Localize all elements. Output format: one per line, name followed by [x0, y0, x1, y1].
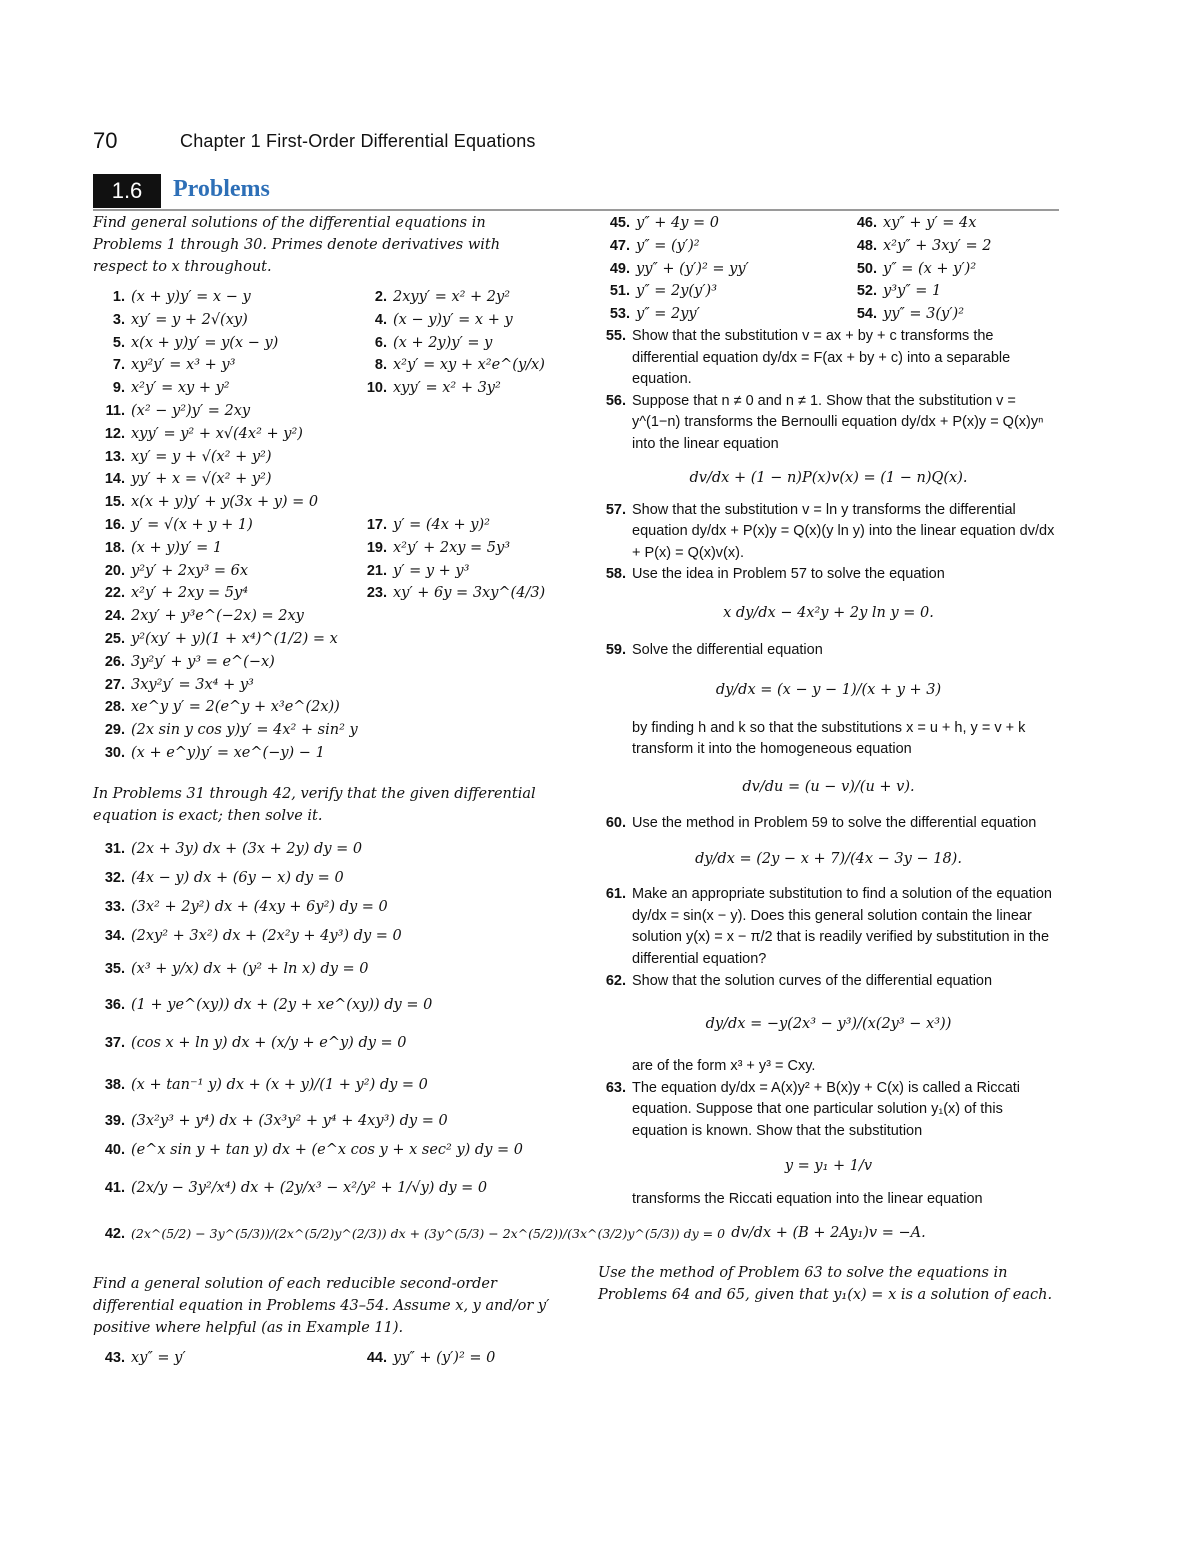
- problem-number: 59.: [605, 641, 626, 658]
- problem-number: 60.: [605, 814, 626, 831]
- problem-equation: xy²y′ = x³ + y³: [131, 357, 236, 374]
- problem-equation: y′ = y + y³: [393, 562, 470, 579]
- problem-equation: 3xy²y′ = 3x⁴ + y³: [131, 676, 254, 693]
- section-number: 1.6: [93, 174, 161, 208]
- problem-row: [93, 987, 555, 1023]
- problem-equation: (x³ + y/x) dx + (y² + ln x) dy = 0: [131, 960, 369, 977]
- problem-equation: xe^y y′ = 2(e^y + x³e^(2x)): [131, 699, 340, 716]
- problem-number: 21.: [366, 562, 387, 579]
- problem-number: 29.: [104, 722, 125, 739]
- problem-text: transforms the Riccati equation into the linear equation: [632, 1190, 983, 1207]
- problem-equation: (2xy² + 3x²) dx + (2x²y + 4y³) dy = 0: [131, 927, 402, 944]
- problem-number: 37.: [104, 1034, 125, 1051]
- problem-number: 36.: [104, 996, 125, 1013]
- problem-number: 61.: [605, 886, 626, 903]
- intro-problems-43-54: Find a general solution of each reducible second-order differential equation in Problems 43–54. Assume x, y and/or y′ positive where helpful (as in Example 11).: [93, 1275, 550, 1336]
- problem-59: [598, 640, 1059, 662]
- problem-number: 16.: [104, 516, 125, 533]
- problem-number: 35.: [104, 960, 125, 977]
- display-equation: x dy/dx − 4x²y + 2y ln y = 0.: [723, 604, 934, 621]
- problem-equation: y″ = 2y(y′)³: [636, 283, 718, 300]
- problem-60: [598, 813, 1059, 835]
- intro-problems-1-30: Find general solutions of the differential equations in Problems 1 through 30. Primes denote derivatives with respect to x throughout.: [93, 215, 501, 275]
- problem-number: 34.: [104, 927, 125, 944]
- problem-row: [93, 446, 555, 469]
- problem-number: 33.: [104, 898, 125, 915]
- problem-row: [93, 423, 555, 446]
- problem-equation: x(x + y)y′ + y(3x + y) = 0: [131, 494, 319, 511]
- problem-61: [598, 884, 1059, 970]
- problem-equation: xy′ + 6y = 3xy^(4/3): [393, 585, 546, 602]
- problem-equation: xy″ = y′: [131, 1349, 186, 1366]
- display-equation: y = y₁ + 1/v: [784, 1157, 873, 1174]
- problem-row: [93, 1347, 555, 1370]
- page-number: 70: [93, 128, 118, 153]
- problem-number: 41.: [104, 1179, 125, 1196]
- problem-text: Show that the substitution v = ax + by + c transforms the differential equation dy/dx = F(ax + by + c) into a separable equation.: [632, 327, 1011, 388]
- problem-number: 46.: [856, 215, 877, 231]
- problem-row: [93, 468, 555, 491]
- problem-number: 47.: [609, 237, 630, 254]
- intro-problems-31-42: In Problems 31 through 42, verify that the given differential equation is exact; then solve it.: [93, 785, 536, 824]
- problem-number: 3.: [112, 311, 125, 328]
- problem-equation: xyy′ = x² + 3y²: [393, 380, 501, 397]
- problem-number: 39.: [104, 1112, 125, 1129]
- problem-equation: xy′ = y + √(x² + y²): [131, 448, 272, 465]
- problem-57: [598, 500, 1059, 565]
- problem-number: 31.: [104, 840, 125, 857]
- problem-row: [93, 835, 555, 864]
- problem-row: [93, 1211, 726, 1257]
- chapter-title: Chapter 1 First-Order Differential Equations: [180, 131, 536, 151]
- problem-equation: x²y′ = xy + y²: [131, 380, 230, 397]
- problem-number: 56.: [605, 392, 626, 409]
- problem-equation: y′ = (4x + y)²: [393, 516, 490, 533]
- problem-equation: (x² − y²)y′ = 2xy: [131, 402, 251, 419]
- problem-number: 27.: [104, 676, 125, 693]
- problem-row: [93, 674, 555, 697]
- problem-number: 53.: [609, 306, 630, 323]
- problem-number: 44.: [366, 1349, 387, 1366]
- problem-number: 25.: [104, 630, 125, 647]
- problem-number: 4.: [374, 311, 387, 328]
- problem-number: 11.: [105, 402, 125, 419]
- problem-row: [93, 332, 555, 355]
- problem-equation: y³y″ = 1: [883, 283, 942, 300]
- problem-number: 8.: [374, 357, 387, 374]
- problem-number: 52.: [856, 283, 877, 300]
- problem-equation: x(x + y)y′ = y(x − y): [131, 334, 279, 351]
- problem-number: 32.: [104, 869, 125, 886]
- problem-equation: x²y′ + 2xy = 5y³: [393, 539, 511, 556]
- problem-row: [93, 514, 555, 537]
- problem-row: [93, 893, 555, 922]
- problem-number: 30.: [104, 744, 125, 761]
- problem-row: [93, 377, 555, 400]
- display-equation: dy/dx = −y(2x³ − y³)/(x(2y³ − x³)): [705, 1016, 952, 1033]
- problem-equation: y″ = 2yy′: [636, 306, 700, 323]
- problem-number: 50.: [856, 260, 877, 277]
- problem-55: [598, 326, 1059, 391]
- problem-number: 6.: [374, 334, 387, 351]
- problem-equation: y²y′ + 2xy³ = 6x: [131, 562, 249, 579]
- problem-equation: x²y′ = xy + x²e^(y/x): [393, 357, 545, 374]
- problem-row: [93, 719, 555, 742]
- problem-text: Show that the solution curves of the differential equation: [632, 972, 993, 989]
- problems-1-10: [93, 286, 555, 400]
- problem-equation: (2x sin y cos y)y′ = 4x² + sin² y: [131, 722, 358, 739]
- problem-equation: (1 + ye^(xy)) dx + (2y + xe^(xy)) dy = 0: [131, 996, 433, 1013]
- problem-number: 55.: [605, 327, 626, 344]
- problem-row: [93, 582, 555, 605]
- problem-56: [598, 391, 1059, 456]
- problem-equation: y″ + 4y = 0: [636, 215, 719, 231]
- problem-row: [93, 354, 555, 377]
- problem-row: [93, 1023, 555, 1063]
- problem-number: 24.: [104, 608, 125, 625]
- problem-number: 62.: [605, 972, 626, 989]
- problem-number: 7.: [112, 357, 125, 374]
- problem-equation: xyy′ = y² + x√(4x² + y²): [131, 425, 303, 442]
- problem-row: [598, 280, 1059, 303]
- problem-equation: (3x²y³ + y⁴) dx + (3x³y² + y⁴ + 4xy³) dy = 0: [131, 1112, 448, 1129]
- problem-equation: 3y²y′ + y³ = e^(−x): [131, 653, 275, 670]
- problem-equation: (x + y)y′ = 1: [131, 539, 223, 556]
- problem-equation: yy″ = 3(y′)²: [883, 306, 965, 323]
- problem-equation: (3x² + 2y²) dx + (4xy + 6y²) dy = 0: [131, 898, 388, 915]
- problem-equation: yy″ + (y′)² = 0: [393, 1349, 496, 1366]
- problem-number: 49.: [609, 260, 630, 277]
- problem-text: The equation dy/dx = A(x)y² + B(x)y + C(x) is called a Riccati equation. Suppose that one particular solution y₁(x) of this equation is known. Show that the substitution: [632, 1079, 1021, 1140]
- problem-number: 48.: [856, 237, 877, 254]
- problem-number: 20.: [104, 562, 125, 579]
- problem-number: 19.: [366, 539, 387, 556]
- problems-11-15: [93, 400, 555, 514]
- problem-row: [93, 651, 555, 674]
- problem-number: 22.: [104, 585, 125, 602]
- problem-number: 42.: [104, 1225, 125, 1242]
- problem-number: 9.: [112, 380, 125, 397]
- problem-row: [598, 235, 1059, 258]
- problem-number: 15.: [104, 494, 125, 511]
- problem-equation: y′ = √(x + y + 1): [131, 516, 253, 533]
- problems-16-23: [93, 514, 555, 605]
- display-equation: dy/dx = (x − y − 1)/(x + y + 3): [715, 681, 942, 698]
- problem-number: 13.: [104, 448, 125, 465]
- problem-equation: (x + e^y)y′ = xe^(−y) − 1: [131, 744, 325, 761]
- problem-row: [93, 309, 555, 332]
- display-equation: dv/dx + (B + 2Ay₁)v = −A.: [731, 1225, 926, 1242]
- problem-equation: y″ = (x + y′)²: [883, 260, 977, 277]
- problem-equation: yy′ + x = √(x² + y²): [131, 471, 272, 488]
- problem-equation: y²(xy′ + y)(1 + x⁴)^(1/2) = x: [131, 630, 338, 647]
- problem-equation: (cos x + ln y) dx + (x/y + e^y) dy = 0: [131, 1034, 407, 1051]
- problem-row: [93, 922, 555, 951]
- page-header: [93, 128, 1093, 158]
- problem-row: [93, 286, 555, 309]
- problem-number: 2.: [374, 289, 387, 305]
- problem-row: [598, 258, 1059, 281]
- problem-number: 63.: [605, 1079, 626, 1096]
- problem-63: [598, 1078, 1059, 1143]
- problem-equation: x²y″ + 3xy′ = 2: [883, 237, 992, 254]
- problem-number: 43.: [104, 1349, 125, 1366]
- problem-row: [93, 491, 555, 514]
- problem-row: [598, 212, 1059, 235]
- problem-equation: (2x + 3y) dx + (3x + 2y) dy = 0: [131, 840, 363, 857]
- problem-row: [93, 605, 555, 628]
- problem-number: 40.: [104, 1141, 125, 1158]
- problem-text: Use the idea in Problem 57 to solve the equation: [632, 566, 945, 583]
- problem-equation: yy″ + (y′)² = yy′: [636, 260, 749, 277]
- problem-text: are of the form x³ + y³ = Cxy.: [632, 1058, 816, 1075]
- problem-row: [93, 742, 555, 765]
- problem-text: Suppose that n ≠ 0 and n ≠ 1. Show that the substitution v = y^(1−n) transforms the Bernoulli equation dy/dx + P(x)y = Q(x)yⁿ into the linear equation: [632, 392, 1044, 452]
- problem-number: 12.: [104, 425, 125, 442]
- problem-equation: (x + y)y′ = x − y: [131, 289, 251, 305]
- problem-equation: (x + 2y)y′ = y: [393, 334, 493, 351]
- section-heading: [93, 174, 1059, 212]
- problem-row: [93, 1107, 555, 1136]
- problem-number: 10.: [366, 380, 387, 397]
- problem-number: 28.: [104, 699, 125, 716]
- problem-equation: (2x^(5/2) − 3y^(5/3))/(2x^(5/2)y^(2/3)) dx + (3y^(5/3) − 2x^(5/2))/(3x^(3/2)y^(5/3)) dy = 0: [131, 1225, 726, 1241]
- problem-text: Solve the differential equation: [632, 641, 823, 658]
- display-equation: dv/dx + (1 − n)P(x)v(x) = (1 − n)Q(x).: [689, 469, 968, 486]
- problem-equation: (2x/y − 3y²/x⁴) dx + (2y/x³ − x²/y² + 1/√y) dy = 0: [131, 1179, 488, 1196]
- problem-58: [598, 564, 1059, 586]
- section-rule: [93, 209, 1059, 211]
- problem-row: [93, 1136, 555, 1165]
- problem-number: 54.: [856, 306, 877, 323]
- problem-row: [93, 400, 555, 423]
- problem-equation: (x − y)y′ = x + y: [393, 311, 513, 328]
- problem-equation: xy′ = y + 2√(xy): [131, 311, 248, 328]
- problem-number: 45.: [609, 215, 630, 231]
- problem-number: 57.: [605, 501, 626, 518]
- problem-equation: (e^x sin y + tan y) dx + (e^x cos y + x sec² y) dy = 0: [131, 1141, 523, 1158]
- problem-row: [93, 560, 555, 583]
- problems-45-54: [598, 212, 1059, 326]
- problem-number: 58.: [605, 566, 626, 583]
- problem-row: [598, 303, 1059, 326]
- problem-number: 23.: [366, 585, 387, 602]
- problem-row: [93, 696, 555, 719]
- problems-24-30: [93, 605, 555, 765]
- problem-equation: 2xyy′ = x² + 2y²: [393, 289, 511, 305]
- problem-text: by finding h and k so that the substitutions x = u + h, y = v + k transform it into the homogeneous equation: [632, 719, 1026, 758]
- problem-equation: xy″ + y′ = 4x: [883, 215, 977, 231]
- problem-row: [93, 537, 555, 560]
- problem-equation: (4x − y) dx + (6y − x) dy = 0: [131, 869, 344, 886]
- problem-text: Use the method in Problem 59 to solve the differential equation: [632, 814, 1037, 831]
- problem-text: Make an appropriate substitution to find a solution of the equation dy/dx = sin(x − y). Does this general solution contain the linear solution y(x) = x − π/2 that is readily verified by substitution in the differential equation?: [632, 886, 1052, 968]
- problem-number: 17.: [366, 516, 387, 533]
- problem-number: 14.: [104, 471, 125, 488]
- problem-row: [93, 1165, 555, 1211]
- problem-equation: x²y′ + 2xy = 5y⁴: [131, 585, 249, 602]
- problem-row: [93, 628, 555, 651]
- problem-number: 1.: [112, 289, 125, 305]
- problem-number: 38.: [104, 1076, 125, 1093]
- problem-equation: (x + tan⁻¹ y) dx + (x + y)/(1 + y²) dy = 0: [131, 1076, 428, 1093]
- problem-62: [598, 971, 1059, 993]
- problem-text: Show that the substitution v = ln y transforms the differential equation dy/dx + P(x)y = Q(x)(y ln y) into the linear equation dv/dx + P(x) = Q(x)v(x).: [632, 501, 1055, 561]
- problem-number: 51.: [609, 283, 630, 300]
- problem-equation: y″ = (y′)²: [636, 237, 700, 254]
- display-equation: dv/du = (u − v)/(u + v).: [742, 778, 915, 795]
- right-column: [598, 212, 1059, 1314]
- problem-row: [93, 1063, 555, 1107]
- section-title: Problems: [173, 176, 270, 202]
- problem-number: 5.: [112, 334, 125, 351]
- problem-number: 18.: [104, 539, 125, 556]
- problem-equation: 2xy′ + y³e^(−2x) = 2xy: [131, 608, 304, 625]
- problem-number: 26.: [104, 653, 125, 670]
- problem-row: [93, 951, 555, 987]
- problem-row: [93, 864, 555, 893]
- display-equation: dy/dx = (2y − x + 7)/(4x − 3y − 18).: [695, 851, 962, 868]
- intro-problems-64-65: Use the method of Problem 63 to solve the equations in Problems 64 and 65, given that y₁(x) = x is a solution of each.: [598, 1265, 1053, 1304]
